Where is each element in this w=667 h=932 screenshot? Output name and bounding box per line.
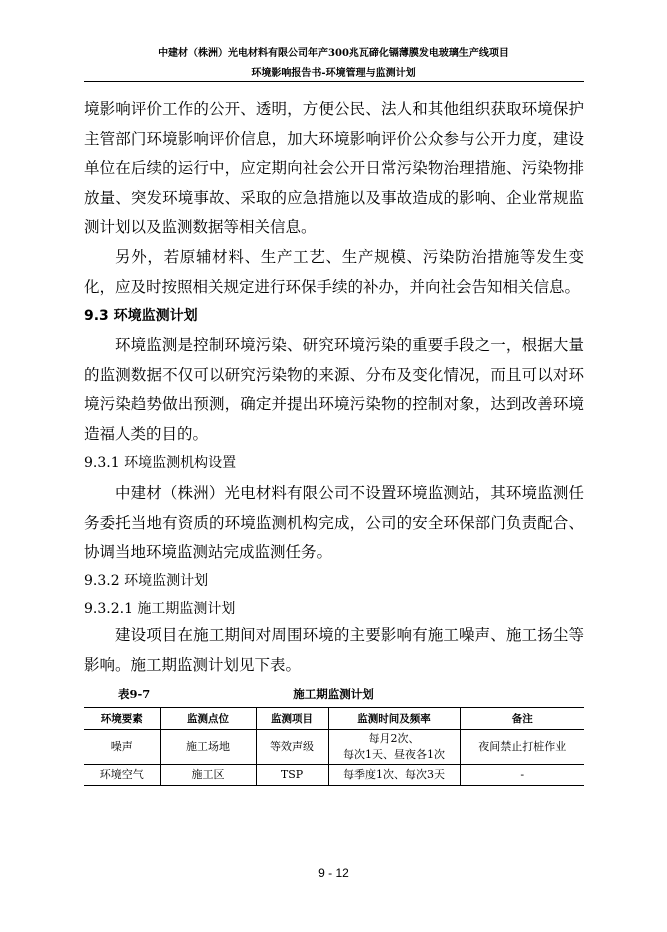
heading-9-3: 9.3 环境监测计划	[84, 308, 198, 324]
table-row	[84, 730, 584, 765]
table-header-cell: 监测点位	[160, 708, 256, 730]
table-row	[84, 765, 584, 786]
table-cell: 每季度1次、每次3天	[328, 765, 460, 786]
table-cell: 施工区	[160, 765, 256, 786]
table-cell: -	[460, 765, 584, 786]
document-header-subtitle: 环境影响报告书-环境管理与监测计划	[251, 68, 416, 79]
paragraph-monitoring-purpose: 环境监测是控制环境污染、研究环境污染的重要手段之一，根据大量的监测数据不仅可以研究污染物的来源、分布及变化情况，而且可以对环境污染趋势做出预测，确定并提出环境污染物的控制对象，达到改善环境造福人类的目的。	[84, 336, 584, 443]
table-header-cell: 监测时间及频率	[328, 708, 460, 730]
table-header-row	[84, 708, 584, 730]
paragraph-monitoring-agency: 中建材（株洲）光电材料有限公司不设置环境监测站，其环境监测任务委托当地有资质的环境监测机构完成，公司的安全环保部门负责配合、协调当地环境监测站完成监测任务。	[84, 484, 584, 561]
heading-9-3-1: 9.3.1 环境监测机构设置	[84, 455, 237, 471]
heading-9-3-2-1: 9.3.2.1 施工期监测计划	[84, 601, 236, 617]
table-title: 施工期监测计划	[293, 687, 374, 701]
table-cell: 噪声	[84, 730, 160, 765]
table-cell: 夜间禁止打桩作业	[460, 730, 584, 765]
frequency-line: 每次1天、昼夜各1次	[343, 748, 445, 761]
construction-monitoring-table	[84, 707, 584, 786]
page-number: 9 - 12	[318, 866, 349, 880]
table-cell: 等效声级	[256, 730, 328, 765]
heading-9-3-2: 9.3.2 环境监测计划	[84, 573, 209, 589]
paragraph-disclosure: 境影响评价工作的公开、透明，方便公民、法人和其他组织获取环境保护主管部门环境影响评价信息，加大环境影响评价公众参与公开力度，建设单位在后续的运行中，应定期向社会公开日常污染物治理措施、污染物排放量、突发环境事故、采取的应急措施以及事故造成的影响、企业常规监测计划以及监测数据等相关信息。	[84, 100, 584, 236]
table-cell-frequency	[328, 730, 460, 765]
header-rule	[84, 81, 584, 82]
document-header-title: 中建材（株洲）光电材料有限公司年产300兆瓦碲化镉薄膜发电玻璃生产线项目	[158, 48, 509, 59]
frequency-line: 每月2次、	[368, 732, 420, 745]
paragraph-construction-impact: 建设项目在施工期间对周围环境的主要影响有施工噪声、施工扬尘等影响。施工期监测计划见下表。	[84, 626, 584, 674]
paragraph-changes: 另外，若原辅材料、生产工艺、生产规模、污染防治措施等发生变化，应及时按照相关规定进行环保手续的补办，并向社会告知相关信息。	[84, 248, 584, 296]
table-number: 表9-7	[118, 687, 151, 701]
table-cell: 施工场地	[160, 730, 256, 765]
table-header-cell: 环境要素	[84, 708, 160, 730]
table-cell: 环境空气	[84, 765, 160, 786]
table-header-cell: 备注	[460, 708, 584, 730]
table-header-cell: 监测项目	[256, 708, 328, 730]
table-cell: TSP	[256, 765, 328, 786]
